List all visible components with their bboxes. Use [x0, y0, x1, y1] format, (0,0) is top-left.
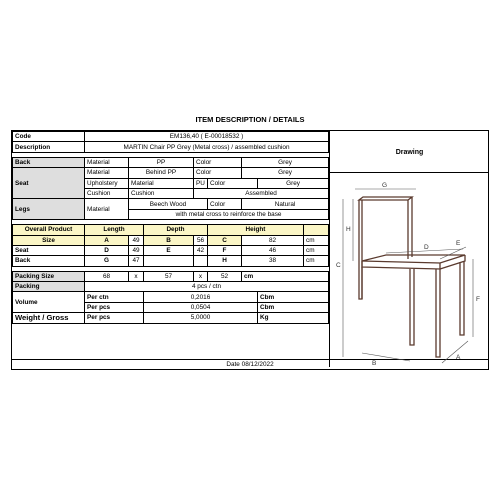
description-value: MARTIN Chair PP Grey (Metal cross) / assembled cushion: [85, 142, 329, 152]
dim-b-line: [362, 353, 410, 361]
cbm-unit-1: Cbm: [258, 292, 329, 302]
dim-c-value: 82: [242, 235, 304, 245]
back-label: Back: [13, 157, 85, 167]
code-label: Code: [13, 132, 85, 142]
dim-h-letter: H: [208, 256, 242, 266]
page-title: ITEM DESCRIPTION / DETAILS: [195, 115, 305, 124]
seat-top: [362, 255, 465, 263]
leg-front-left: [410, 269, 414, 345]
kg-unit: Kg: [258, 313, 329, 323]
overall-product-label: Overall Product: [13, 225, 85, 235]
dim-g-value: 47: [129, 256, 144, 266]
letter-h: H: [346, 226, 351, 233]
unit-header: [304, 225, 329, 235]
length-header: Length: [85, 225, 144, 235]
legs-label: Legs: [13, 199, 85, 220]
dim-a-value: 49: [129, 235, 144, 245]
drawing-divider: [330, 172, 489, 173]
seat-color-label: Color: [194, 168, 242, 178]
packing-unit: cm: [242, 271, 329, 281]
seat-dims-label: Seat: [13, 245, 85, 255]
dim-a-letter: A: [85, 235, 129, 245]
legs-color: Natural: [242, 199, 329, 209]
depth-header: Depth: [144, 225, 208, 235]
dim-a-line: [442, 341, 468, 363]
seat-material-label: Material: [85, 168, 129, 178]
dim-e-value: 42: [194, 245, 208, 255]
legs-material-label: Material: [85, 199, 129, 220]
back-dims-label: Back: [13, 256, 85, 266]
description-label: Description: [13, 142, 85, 152]
chair-drawing: [330, 175, 489, 367]
upholstery-material: PU: [194, 178, 208, 188]
volume-per-ctn: 0,2016: [144, 292, 258, 302]
packing-x-2: x: [194, 271, 208, 281]
cbm-unit-2: Cbm: [258, 302, 329, 312]
back-color: Grey: [242, 157, 329, 167]
date-footer: Date 08/12/2022: [12, 359, 488, 370]
drawing-panel: [329, 131, 489, 367]
seat-label: Seat: [13, 168, 85, 199]
code-value: EM136,40 ( E-00018532 ): [85, 132, 329, 142]
seat-unit: cm: [304, 245, 329, 255]
weight-value: 5,0000: [144, 313, 258, 323]
size-label: Size: [13, 235, 85, 245]
leg-back-right: [460, 261, 464, 335]
dim-b-value: 56: [194, 235, 208, 245]
letter-f: F: [476, 296, 480, 303]
weight-per-pcs-label: Per pcs: [85, 313, 144, 323]
packing-value: 4 pcs / ctn: [85, 282, 329, 292]
dim-g-letter: G: [85, 256, 129, 266]
height-header: Height: [208, 225, 304, 235]
dim-d-letter: D: [85, 245, 129, 255]
backrest-top: [359, 197, 412, 200]
dim-e-line: [440, 247, 466, 259]
seat-color: Grey: [242, 168, 329, 178]
size-unit: cm: [304, 235, 329, 245]
back-color-label: Color: [194, 157, 242, 167]
dim-f-value: 46: [242, 245, 304, 255]
back-material: PP: [129, 157, 194, 167]
dim-d-value: 49: [129, 245, 144, 255]
packing-height: 52: [208, 271, 242, 281]
packing-label: Packing: [13, 282, 85, 292]
letter-e: E: [456, 240, 461, 247]
cushion-value: Assembled: [194, 188, 329, 198]
upholstery-label: Upholstery: [85, 178, 129, 188]
volume-per-ctn-label: Per ctn: [85, 292, 144, 302]
volume-per-pcs: 0,0504: [144, 302, 258, 312]
packing-size-label: Packing Size: [13, 271, 85, 281]
dim-b-letter: B: [144, 235, 194, 245]
cushion-label: Cushion: [85, 188, 129, 198]
back-material-label: Material: [85, 157, 129, 167]
empty-cell: [144, 256, 194, 266]
weight-label: Weight / Gross: [13, 313, 85, 323]
packing-x-1: x: [129, 271, 144, 281]
cushion-label-2: Cushion: [129, 188, 194, 198]
letter-a: A: [456, 354, 461, 361]
letter-d: D: [424, 244, 429, 251]
drawing-label: Drawing: [395, 149, 424, 156]
legs-color-label: Color: [208, 199, 242, 209]
legs-note: with metal cross to reinforce the base: [129, 209, 329, 219]
letter-c: C: [336, 262, 341, 269]
empty-cell: [194, 256, 208, 266]
dim-h-value: 38: [242, 256, 304, 266]
leg-front-right: [436, 269, 440, 357]
packing-width: 57: [144, 271, 194, 281]
dim-f-letter: F: [208, 245, 242, 255]
upholstery-color-label: Color: [208, 178, 258, 188]
spec-table: [12, 131, 329, 324]
volume-per-pcs-label: Per pcs: [85, 302, 144, 312]
upholstery-color: Grey: [258, 178, 329, 188]
dim-e-letter: E: [144, 245, 194, 255]
packing-length: 68: [85, 271, 129, 281]
legs-material: Beech Wood: [129, 199, 208, 209]
back-unit: cm: [304, 256, 329, 266]
upholstery-material-label: Material: [129, 178, 194, 188]
volume-label: Volume: [13, 292, 85, 313]
seat-material: Behind PP: [129, 168, 194, 178]
dim-c-letter: C: [208, 235, 242, 245]
letter-b: B: [372, 360, 377, 367]
letter-g: G: [382, 182, 388, 189]
